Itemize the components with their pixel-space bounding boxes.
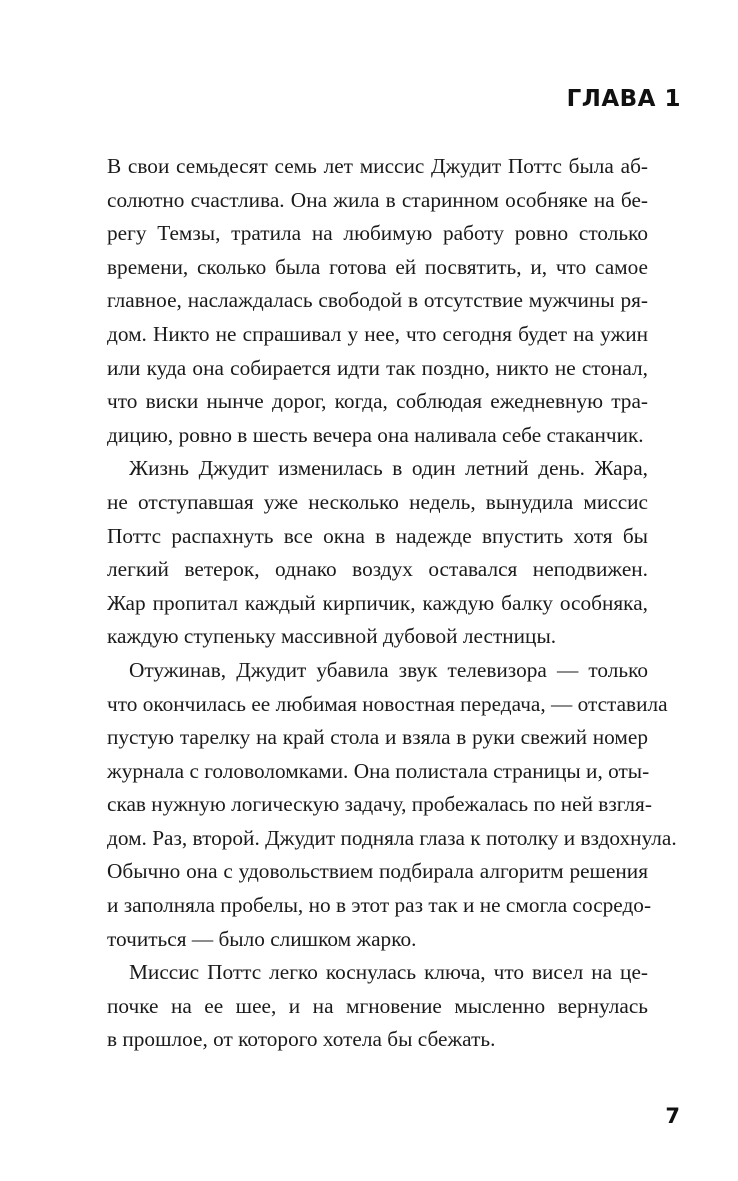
text-line: не отступавшая уже несколько недель, вынудила миссис [107,489,648,514]
chapter-title: ГЛАВА 1 [566,86,681,112]
text-line: дицию, ровно в шесть вечера она наливала себе стаканчик. [107,422,644,447]
text-line: журнала с головоломками. Она полистала страницы и, оты- [107,758,650,783]
text-line: солютно счастлива. Она жила в старинном особняке на бе- [107,187,648,212]
text-line: Жизнь Джудит изменилась в один летний день. Жара, [129,456,648,481]
text-line: что виски нынче дорог, когда, соблюдая ежедневную тра- [107,389,648,414]
text-line: дом. Никто не спрашивал у нее, что сегодня будет на ужин [107,321,648,346]
text-line: Миссис Поттс легко коснулась ключа, что висел на це- [129,960,648,985]
text-line: почке на ее шее, и на мгновение мысленно вернулась [107,993,648,1018]
text-line: пустую тарелку на край стола и взяла в руки свежий номер [107,725,648,750]
text-line: В свои семьдесят семь лет миссис Джудит Поттс была аб- [107,154,648,178]
paragraph-3 [107,654,677,956]
text-line: легкий ветерок, однако воздух оставался неподвижен. [107,557,648,582]
text-line: дом. Раз, второй. Джудит подняла глаза к потолку и вздохнула. [107,825,677,850]
text-line: Отужинав, Джудит убавила звук телевизора — только [129,657,648,682]
text-line: или куда она собирается идти так поздно, никто не стонал, [107,355,648,380]
body-text [107,150,677,1057]
text-line: времени, сколько была готова ей посвятить, и, что самое [107,254,648,279]
text-line: в прошлое, от которого хотела бы сбежать. [107,1027,496,1052]
text-line: Обычно она с удовольствием подбирала алгоритм решения [107,859,648,884]
text-line: точиться — было слишком жарко. [107,926,417,951]
paragraph-2 [107,452,648,654]
text-line: что окончилась ее любимая новостная передача, — отставила [107,691,668,716]
text-line: Поттс распахнуть все окна в надежде впустить хотя бы [107,523,648,548]
paragraph-1 [107,150,648,452]
text-line: и заполняла пробелы, но в этот раз так и не смогла сосредо- [107,893,652,918]
text-line: Жар пропитал каждый кирпичик, каждую балку особняка, [107,590,648,615]
text-line: скав нужную логическую задачу, пробежалась по ней взгля- [107,792,652,817]
text-line: каждую ступеньку массивной дубовой лестницы. [107,624,557,649]
paragraph-4 [107,956,648,1057]
text-line: регу Темзы, тратила на любимую работу ровно столько [107,221,648,246]
page-number: 7 [665,1104,680,1128]
text-line: главное, наслаждалась свободой в отсутствие мужчины ря- [107,288,648,313]
